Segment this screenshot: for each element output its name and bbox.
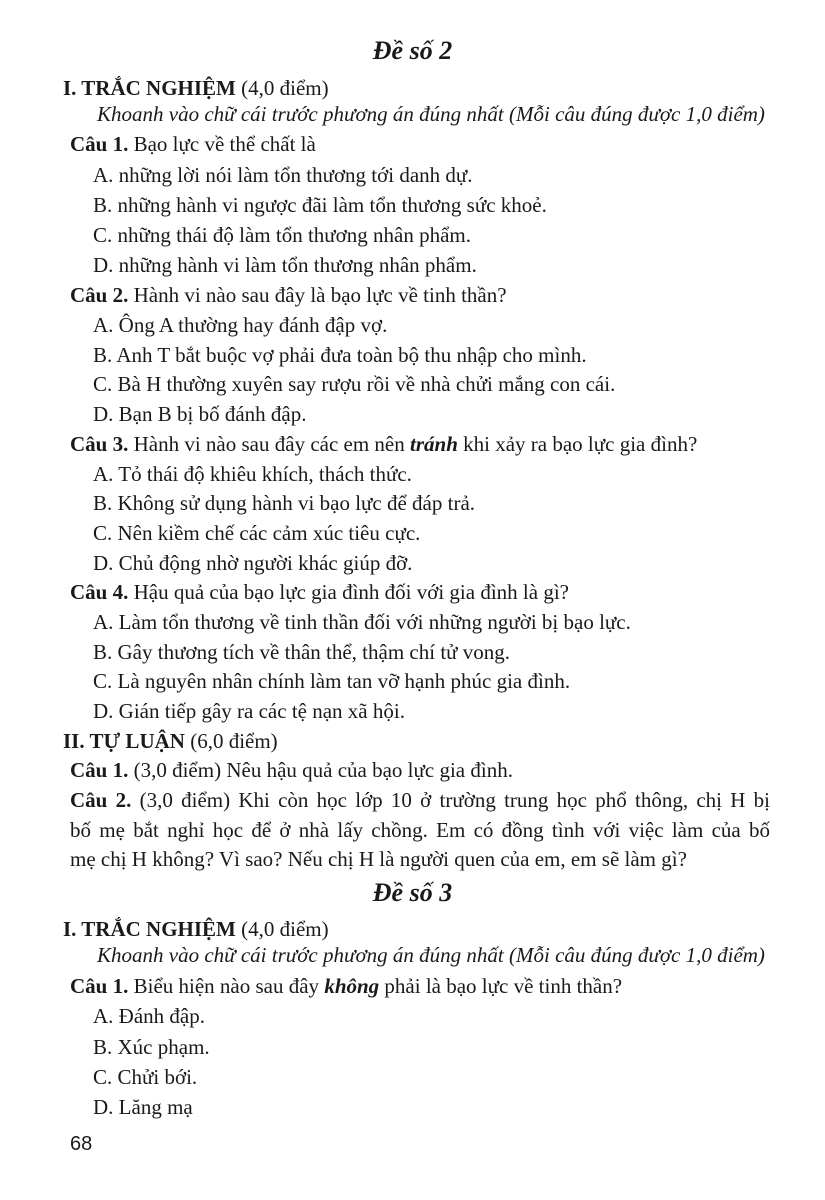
question-label: Câu 3. bbox=[70, 432, 129, 456]
exam-2-q1-option-b: B. những hành vi ngược đãi làm tổn thương sức khoẻ. bbox=[93, 193, 547, 217]
question-text: (3,0 điểm) Khi còn học lớp 10 ở trường trung học phổ thông, chị H bị bbox=[131, 788, 770, 812]
exam-2-q4-option-d: D. Gián tiếp gây ra các tệ nạn xã hội. bbox=[93, 699, 405, 723]
section-label: I. TRẮC NGHIỆM bbox=[63, 76, 236, 100]
exam-2-q4-option-a: A. Làm tổn thương về tinh thần đối với những người bị bạo lực. bbox=[93, 610, 631, 634]
exam-2-question-3 bbox=[70, 430, 697, 458]
question-text: Hậu quả của bạo lực gia đình đối với gia đình là gì? bbox=[128, 580, 569, 604]
question-emphasis: tránh bbox=[410, 432, 458, 456]
exam-3-q1-option-b: B. Xúc phạm. bbox=[93, 1035, 210, 1059]
exam-2-q4-option-c: C. Là nguyên nhân chính làm tan vỡ hạnh phúc gia đình. bbox=[93, 669, 571, 693]
question-text-after: phải là bạo lực về tinh thần? bbox=[379, 974, 623, 998]
question-text-before: Hành vi nào sau đây các em nên bbox=[128, 432, 411, 456]
exam-2-essay-2-line-1 bbox=[70, 786, 770, 814]
exam-2-q2-option-b: B. Anh T bắt buộc vợ phải đưa toàn bộ thu nhập cho mình. bbox=[93, 343, 587, 367]
exam-2-essay-2-line-2: bố mẹ bắt nghỉ học để ở nhà lấy chồng. Em có đồng tình với việc làm của bố bbox=[70, 818, 770, 842]
exam-2-instruction: Khoanh vào chữ cái trước phương án đúng nhất (Mỗi câu đúng được 1,0 điểm) bbox=[97, 102, 765, 126]
exam-2-q2-option-a: A. Ông A thường hay đánh đập vợ. bbox=[93, 313, 388, 337]
question-label: Câu 2. bbox=[70, 283, 129, 307]
exam-2-essay-1 bbox=[70, 756, 513, 784]
page-number: 68 bbox=[70, 1133, 93, 1155]
question-emphasis: không bbox=[324, 974, 380, 998]
exam-3-question-1 bbox=[70, 972, 622, 1000]
exam-3-instruction: Khoanh vào chữ cái trước phương án đúng nhất (Mỗi câu đúng được 1,0 điểm) bbox=[97, 943, 765, 967]
question-label: Câu 1. bbox=[70, 132, 129, 156]
exam-2-q3-option-b: B. Không sử dụng hành vi bạo lực để đáp trả. bbox=[93, 491, 476, 515]
exam-2-q3-option-a: A. Tỏ thái độ khiêu khích, thách thức. bbox=[93, 462, 412, 486]
exam-2-section-2-heading bbox=[63, 727, 278, 755]
section-points: (4,0 điểm) bbox=[235, 76, 329, 100]
question-label: Câu 1. bbox=[70, 758, 129, 782]
exam-2-q2-option-d: D. Bạn B bị bố đánh đập. bbox=[93, 402, 307, 426]
question-label: Câu 4. bbox=[70, 580, 129, 604]
exam-2-question-4 bbox=[70, 578, 569, 606]
question-text: (3,0 điểm) Nêu hậu quả của bạo lực gia đình. bbox=[128, 758, 513, 782]
section-points: (4,0 điểm) bbox=[235, 917, 329, 941]
question-text-before: Biểu hiện nào sau đây bbox=[128, 974, 325, 998]
exam-2-question-2 bbox=[70, 281, 507, 309]
exam-3-q1-option-a: A. Đánh đập. bbox=[93, 1004, 205, 1028]
section-points: (6,0 điểm) bbox=[184, 729, 278, 753]
section-label: I. TRẮC NGHIỆM bbox=[63, 917, 236, 941]
question-text: Hành vi nào sau đây là bạo lực về tinh thần? bbox=[128, 283, 507, 307]
exam-2-q1-option-a: A. những lời nói làm tổn thương tới danh dự. bbox=[93, 163, 473, 187]
exam-2-q1-option-d: D. những hành vi làm tổn thương nhân phẩm. bbox=[93, 253, 477, 277]
exam-2-title: Đề số 2 bbox=[372, 36, 453, 65]
exam-2-section-1-heading bbox=[63, 74, 329, 102]
question-text-after: khi xảy ra bạo lực gia đình? bbox=[457, 432, 698, 456]
section-label: II. TỰ LUẬN bbox=[63, 729, 185, 753]
question-text: Bạo lực về thể chất là bbox=[128, 132, 316, 156]
exam-3-q1-option-d: D. Lăng mạ bbox=[93, 1095, 193, 1119]
exam-2-question-1 bbox=[70, 130, 316, 158]
question-label: Câu 2. bbox=[70, 788, 132, 812]
question-label: Câu 1. bbox=[70, 974, 129, 998]
exam-2-q2-option-c: C. Bà H thường xuyên say rượu rồi về nhà chửi mắng con cái. bbox=[93, 372, 616, 396]
exam-2-q4-option-b: B. Gây thương tích về thân thể, thậm chí tử vong. bbox=[93, 640, 511, 664]
exam-2-q3-option-d: D. Chủ động nhờ người khác giúp đỡ. bbox=[93, 551, 413, 575]
exam-2-q1-option-c: C. những thái độ làm tổn thương nhân phẩm. bbox=[93, 223, 471, 247]
exam-3-q1-option-c: C. Chửi bới. bbox=[93, 1065, 198, 1089]
exam-2-essay-2-line-3: mẹ chị H không? Vì sao? Nếu chị H là người quen của em, em sẽ làm gì? bbox=[70, 847, 687, 871]
exam-2-q3-option-c: C. Nên kiềm chế các cảm xúc tiêu cực. bbox=[93, 521, 421, 545]
exam-3-title: Đề số 3 bbox=[372, 878, 453, 907]
exam-3-section-1-heading bbox=[63, 915, 329, 943]
